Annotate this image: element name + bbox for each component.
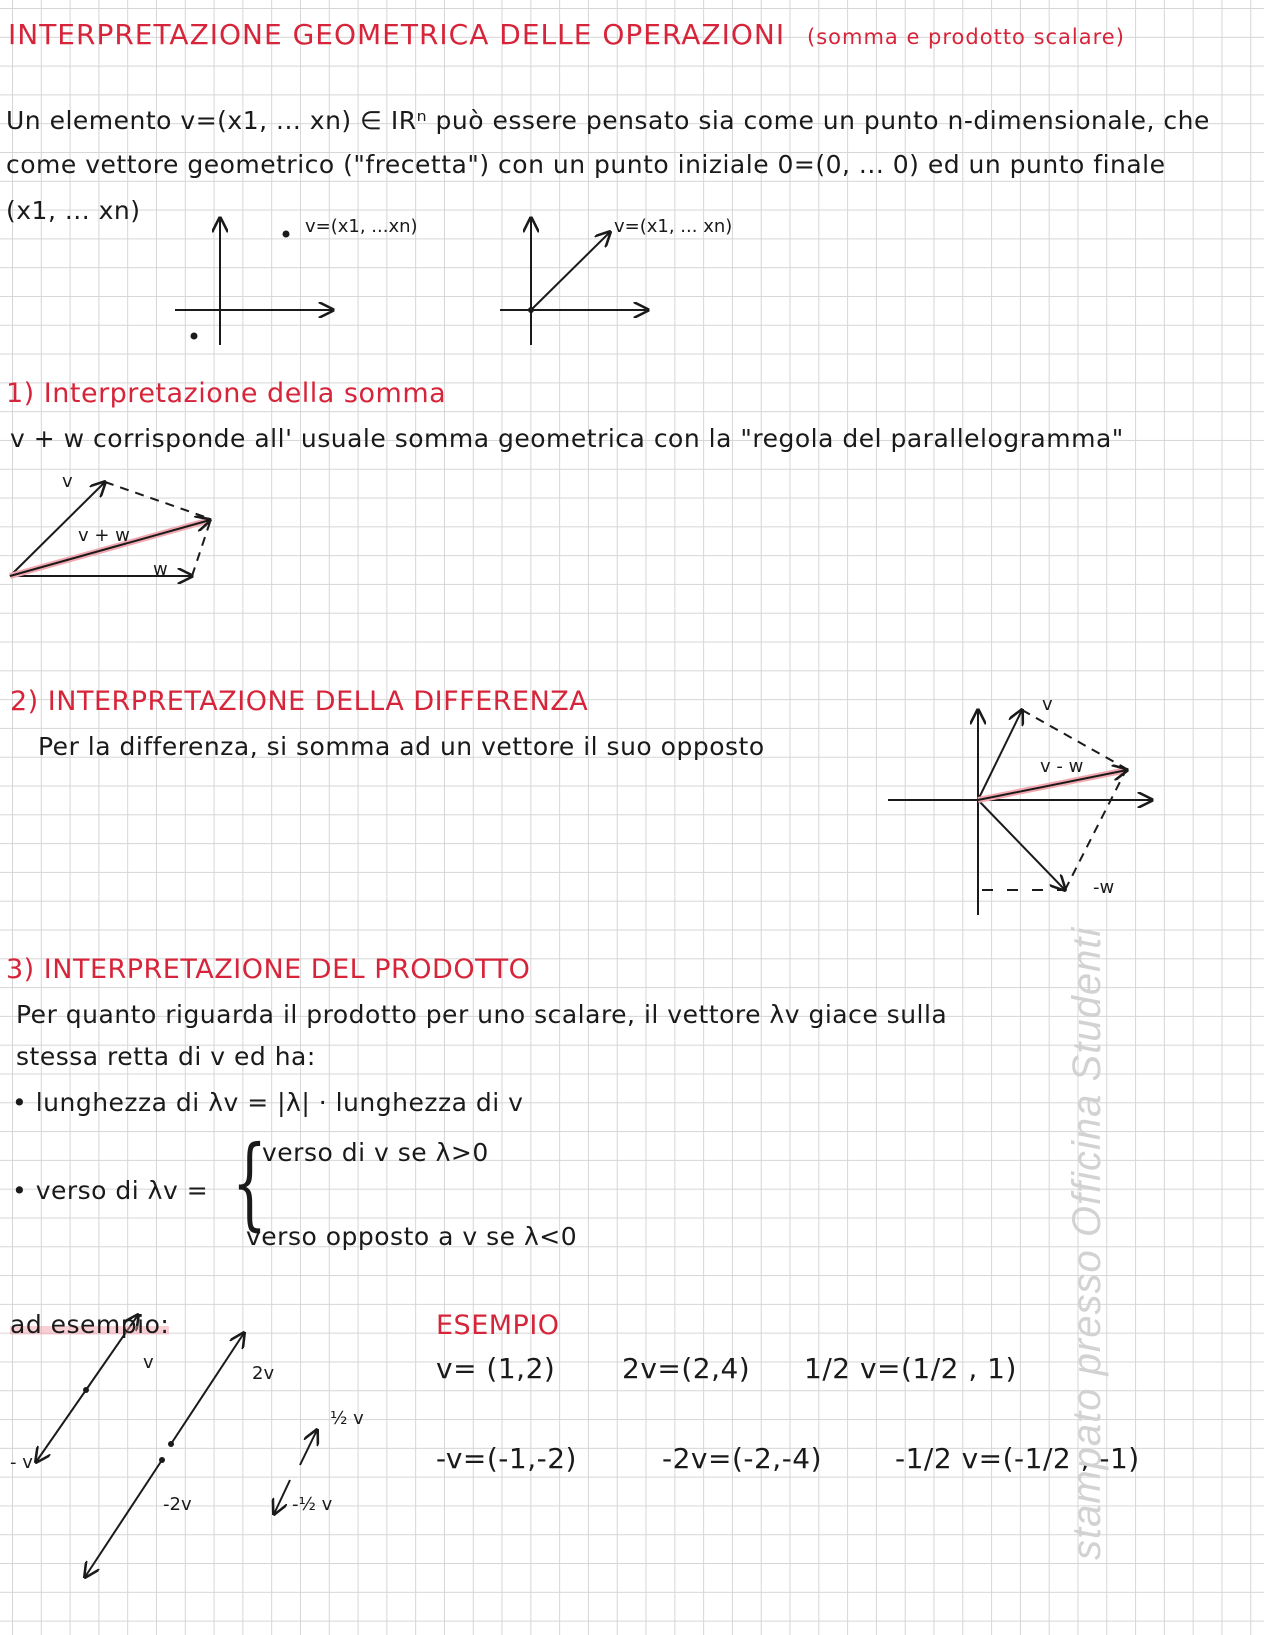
scalar-neg-half-v-label: -½ v <box>292 1494 333 1515</box>
scalar-neg-2v-label: -2v <box>163 1494 192 1515</box>
point-label: v=(x1, ...xn) <box>305 216 418 237</box>
diff-v-label: v <box>1042 694 1053 715</box>
sum-w-label: w <box>153 559 168 580</box>
scalar-half-v-label: ½ v <box>330 1408 364 1429</box>
sum-v-label: v <box>62 471 73 492</box>
section-3-line-2: stessa retta di v ed ha: <box>16 1042 316 1071</box>
example-heading: ESEMPIO <box>436 1310 560 1341</box>
point-dot <box>283 231 290 238</box>
section-1-text: v + w corrisponde all' usuale somma geometrica con la "regola del parallelogramma" <box>10 424 1124 453</box>
diff-label: v - w <box>1040 756 1084 777</box>
example-row-1-item-3: 1/2 v=(1/2 , 1) <box>804 1352 1017 1385</box>
example-row-2-item-3: -1/2 v=(-1/2 , -1) <box>895 1442 1140 1475</box>
intro-line-3: (x1, ... xn) <box>6 196 141 225</box>
section-2-heading: 2) INTERPRETAZIONE DELLA DIFFERENZA <box>10 686 589 717</box>
scalar-neg-v-label: - v <box>10 1452 33 1473</box>
sum-label: v + w <box>78 525 130 546</box>
intro-line-1: Un elemento v=(x1, ... xn) ∈ IRⁿ può essere pensato sia come un punto n-dimensionale, che <box>6 106 1210 135</box>
example-row-2-item-2: -2v=(-2,-4) <box>662 1442 823 1475</box>
example-label: ad esempio: <box>10 1310 170 1339</box>
sum-parallelogram-figure <box>10 471 210 580</box>
section-3-heading: 3) INTERPRETAZIONE DEL PRODOTTO <box>6 954 531 985</box>
scalar-2v-label: 2v <box>252 1363 275 1384</box>
diff-neg-w-label: -w <box>1093 877 1115 898</box>
difference-figure <box>888 694 1152 915</box>
vector-label: v=(x1, ... xn) <box>614 216 733 237</box>
case-positive: verso di v se λ>0 <box>262 1138 489 1167</box>
watermark: stampato presso Officina Studenti <box>1065 926 1109 1560</box>
scalar-v-label: v <box>143 1352 154 1373</box>
length-bullet: • lunghezza di λv = |λ| · lunghezza di v <box>12 1088 524 1117</box>
example-row-1-item-1: v= (1,2) <box>436 1352 556 1385</box>
origin-dot <box>191 333 198 340</box>
point-axes-figure <box>175 216 418 345</box>
example-row-2-item-1: -v=(-1,-2) <box>436 1442 577 1475</box>
section-1-heading: 1) Interpretazione della somma <box>6 378 447 409</box>
section-3-line-1: Per quanto riguarda il prodotto per uno scalare, il vettore λv giace sulla <box>16 1000 948 1029</box>
section-2-text: Per la differenza, si somma ad un vettore il suo opposto <box>38 732 765 761</box>
cases-brace: { <box>232 1124 267 1241</box>
title-main: INTERPRETAZIONE GEOMETRICA DELLE OPERAZIONI <box>8 18 786 51</box>
direction-bullet: • verso di λv = <box>12 1176 209 1205</box>
intro-line-2: come vettore geometrico ("frecetta") con un punto iniziale 0=(0, ... 0) ed un punto finale <box>6 150 1166 179</box>
scalar-product-figure <box>10 1315 364 1577</box>
title-subtitle: (somma e prodotto scalare) <box>807 25 1125 49</box>
example-row-1-item-2: 2v=(2,4) <box>622 1352 751 1385</box>
vector-axes-figure <box>500 216 732 345</box>
case-negative: verso opposto a v se λ<0 <box>246 1222 578 1251</box>
